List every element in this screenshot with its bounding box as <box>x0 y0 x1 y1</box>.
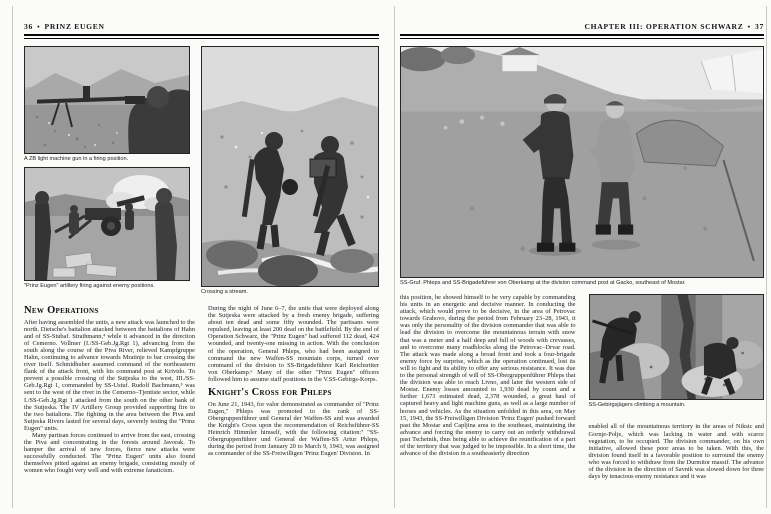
header-rule <box>24 34 379 39</box>
stream-caption: Crossing a stream. <box>201 288 248 295</box>
artillery-caption: "Prinz Eugen" artillery firing against enemy positions. <box>24 283 155 289</box>
page-gutter-line <box>394 6 395 508</box>
body-paragraph: During the night of June 6–7, the units that were deployed along the Sutjeska were attacked by a fresh enemy brigade, suffering about ten dead and some fifty wounded. The partisans were repulsed, leaving at least 200 dead on the battlefield. By the end of Operation Schwarz, the "Prinz Eugen" had suffered 112 dead, 424 wounded, and twenty-one missing in action. With the conclusion of the operation, General Phleps, who had been assigned to command the new Waffen-SS mountain corps, turned over command of the division to SS-Brigadeführer Karl Reichsritter von Oberkamp.⁶ Many of the other "Prinz Eugen" officers followed him to assume staff positions in the V.SS-Gebirgs-Korps. <box>208 305 379 383</box>
photo-stream-crossing <box>201 46 379 295</box>
right-page <box>400 16 764 508</box>
command-post-caption: SS-Gruf. Phleps and SS-Brigadeführer von Oberkamp at the division command post at Gacko, southeast of Mostar. <box>400 279 686 286</box>
header-rule <box>400 34 764 39</box>
body-paragraph: Many partisan forces continued to arrive from the east, crossing the Piva and concentrating in the forests around Javorak. To hamper the arrival of new forces, fierce new attacks were successfully conducted. The "Prinz Eugen" units also found themselves pitted against an enemy brigade, consisting mostly of women who fought very well and with extreme fanaticism. <box>24 432 195 475</box>
left-page-number: 36 <box>24 22 33 31</box>
body-paragraph: On June 21, 1943, for valor demonstrated as commander of "Prinz Eugen," Phleps was promoted to the rank of SS-Obergruppenführer und General der Waffen-SS and was awarded the Knight's Cross upon the recommendation of Reichsführer-SS Heinrich Himmler himself, with the following citation:⁷ "SS-Obergruppenführer und General der Waffen-SS Artur Phleps, during the period from January 20 to March 9, 1943, was assigned as commander of the SS-Freiwilligen 'Prinz Eugen' Division. In <box>208 400 379 458</box>
left-page-column-1 <box>24 305 195 475</box>
climbing-caption: SS-Gebirgsjägers climbing a mountain. <box>588 402 686 408</box>
left-page-column-2 <box>208 305 379 475</box>
machine-gun-photo-image <box>24 46 190 154</box>
bullet-icon: ● <box>747 23 751 29</box>
right-page-text-columns <box>400 294 764 480</box>
machine-gun-caption: A ZB light machine gun in a firing position. <box>24 155 129 162</box>
photo-machine-gun <box>24 46 190 162</box>
left-page-text-columns <box>24 305 379 475</box>
page-edge-line <box>12 6 13 508</box>
artillery-photo-image <box>24 167 190 281</box>
body-paragraph: enabled all of the mountainous territory in the areas of Niksic and Gornje-Polje, which was lacking in water and with scarce vegetation, to be occupied. The division commander, on his own initiative, allowed these poor areas to be taken. With this, the division found itself in a favorable position to surround the enemy who was forced to withdraw from the Durmitor massif. The advance of the division in the direction of Savnik was slowed down for three days by tenacious enemy resistance and it was <box>588 423 764 481</box>
left-page <box>24 16 379 508</box>
left-running-title: PRINZ EUGEN <box>44 22 105 31</box>
photo-artillery <box>24 167 190 289</box>
left-page-header <box>24 22 379 32</box>
left-photo-column <box>24 46 190 295</box>
command-post-photo-image <box>400 46 764 278</box>
stream-photo-image <box>201 46 379 287</box>
body-paragraph: After having assembled the units, a new attack was launched to the north. Dietsche's battalion attacked between the battalions of Hahn and of SS-Stubaf. Strathmann,⁴ while it advanced in the direction of Cemerno. Vollmer (I./SS-Geb.Jg.Rgt 1), advancing from the south along the course of the Piva River, relieved Kampfgruppe Hahn, continuing to advance towards Mratinje to bar crossing the river itself. Schmidhuber assumed command of the northeastern flank of the attack front, with his command post at Krivido. To prevent a possible crossing of the Sutjeska to the west, III./SS-Geb.Jg.Rgt 1, commanded by SS-Ustuf. Rudolf Bachmann,⁵ was sent to the west of the river in the Cemerno–Tjentiste sector, while I./SS-Geb.Jg.Rgt 1 attacked from the south on the other bank of the Sutjeska. The IV Artillery Group provided supporting fire to the two battalions. The fighting in the area between the Piva and Sutjeska Rivers lasted for several days, severely testing the "Prinz Eugen" units. <box>24 318 195 432</box>
right-page-header <box>400 22 764 32</box>
right-page-column-1 <box>400 294 576 480</box>
photo-climbing <box>589 294 765 408</box>
section-heading-knights-cross: Knight's Cross for Phleps <box>208 387 332 399</box>
photo-command-post <box>400 46 764 286</box>
body-paragraph: this position, he showed himself to be very capable by commanding his units in an energetic and decisive manner. In conducting the attack, which would prove to be decisive, in the area of Petrovac towards Grahovo, during the period from February 23–28, 1943, it was only the personality of the division commander that was able to lead the division to overcome the mountainous terrain with snow that was a meter and a half deep and full of woods with crevasses, and to overcome many roadblocks along the Petrovac–Drvar road. The attack was made along a broad front and took a four-brigade enemy force by surprise, which as the operation continued, lost its will to fight and its ability to offer any serious resistance. It was due to the personal strength of will of SS-Obergruppenführer Phleps that the division was able to reach Livno, and later the western side of Mostar. Enemy losses amounted to 1,930 dead by count and a further 1,673 estimated dead, 2,378 wounded, a great haul of captured heavy and light machine guns, as well as a large number of horses and vehicles. As the situation unfolded in this area, on May 15, 1943, the SS-Freiwilligen Division 'Prinz Eugen' pushed forward past the Mostar and Capljina area to the southeast, maintaining the advance and forcing the enemy to carry out an orderly withdrawal past Tschetnik, thus being able to achieve the reunification of a part of the territory that was judged to be impossible. In a short time, the advance of the division in a southeasterly direction <box>400 294 576 458</box>
bullet-icon: ● <box>37 23 41 29</box>
climbing-photo-image <box>589 294 764 400</box>
right-page-column-2 <box>589 294 765 480</box>
left-photo-grid <box>24 46 379 295</box>
right-running-title: CHAPTER III: OPERATION SCHWARZ <box>584 22 744 31</box>
section-heading-new-operations: New Operations <box>24 305 99 316</box>
right-page-number: 37 <box>755 22 764 31</box>
page-edge-line <box>766 6 767 508</box>
